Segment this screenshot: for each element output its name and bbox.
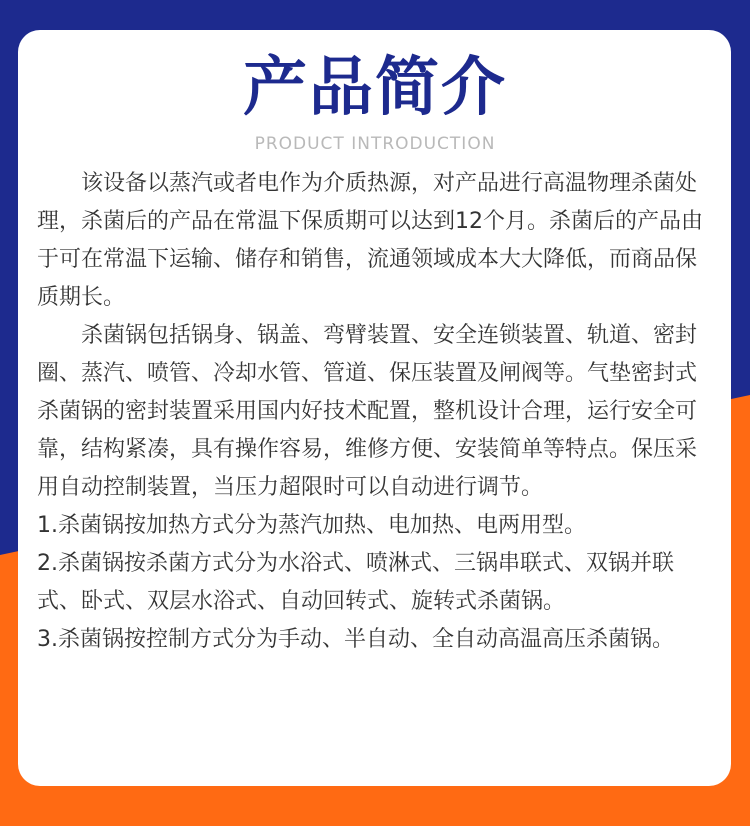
intro-content (37, 165, 715, 659)
page-subtitle: PRODUCT INTRODUCTION (254, 134, 496, 154)
list-item-control: 3.杀菌锅按控制方式分为手动、半自动、全自动高温高压杀菌锅。 (37, 627, 674, 652)
list-item-heating: 1.杀菌锅按加热方式分为蒸汽加热、电加热、电两用型。 (37, 513, 586, 538)
paragraph-overview: 该设备以蒸汽或者电作为介质热源，对产品进行高温物理杀菌处理，杀菌后的产品在常温下保质期可以达到12个月。杀菌后的产品由于可在常温下运输、储存和销售，流通领域成本大大降低，而商品保质期长。 (37, 171, 703, 310)
list-item-sterilization: 2.杀菌锅按杀菌方式分为水浴式、喷淋式、三锅串联式、双锅并联式、卧式、双层水浴式、自动回转式、旋转式杀菌锅。 (37, 551, 674, 614)
paragraph-components: 杀菌锅包括锅身、锅盖、弯臂装置、安全连锁装置、轨道、密封圈、蒸汽、喷管、冷却水管、管道、保压装置及闸阀等。气垫密封式杀菌锅的密封装置采用国内好技术配置，整机设计合理，运行安全可靠，结构紧凑，具有操作容易，维修方便、安装简单等特点。保压采用自动控制装置，当压力超限时可以自动进行调节。 (37, 323, 698, 500)
page-title: 产品简介 (243, 51, 507, 125)
